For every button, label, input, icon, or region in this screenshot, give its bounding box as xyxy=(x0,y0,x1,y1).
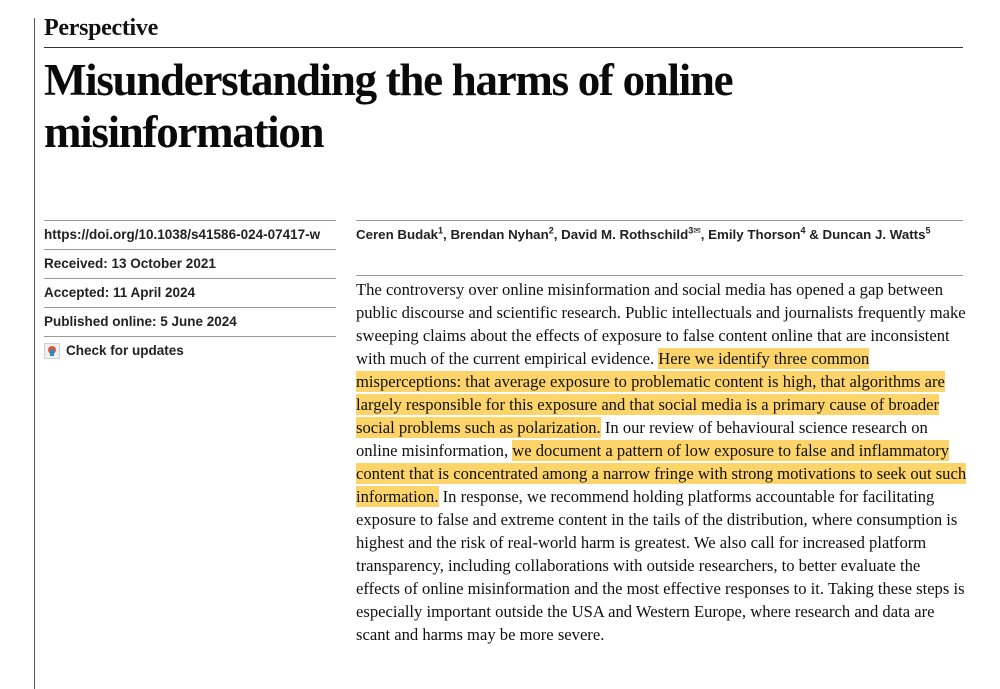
check-updates-label: Check for updates xyxy=(66,343,184,358)
affiliation-number: 5 xyxy=(925,225,931,236)
received-date: Received: 13 October 2021 xyxy=(44,249,336,278)
published-date: Published online: 5 June 2024 xyxy=(44,307,336,337)
abstract-highlight: we document a pattern of low exposure to false and inflammatory content that is concentrated among a narrow fringe with strong motivations to seek out such information. xyxy=(356,441,967,506)
author-name[interactable]: Brendan Nyhan xyxy=(450,227,549,242)
section-label: Perspective xyxy=(44,15,158,41)
left-margin-rule xyxy=(34,18,35,689)
author-name[interactable]: Emily Thorson xyxy=(708,227,801,242)
abstract-text: In our review of behavioural science research on online misinformation, xyxy=(356,418,928,460)
author-separator: & xyxy=(805,227,823,242)
check-updates-icon xyxy=(44,343,60,359)
author-separator: , xyxy=(700,227,709,242)
author-separator: , xyxy=(553,227,562,242)
accepted-date: Accepted: 11 April 2024 xyxy=(44,278,336,307)
abstract-text: The controversy over online misinformation and social media has opened a gap between public discourse and scientific research. Public intellectuals and journalists frequently make sweeping claims about the effects of exposure to false content online that are inconsistent with much of the current empirical evidence. xyxy=(356,280,966,368)
doi-link[interactable]: https://doi.org/10.1038/s41586-024-07417-w xyxy=(44,220,336,249)
corresponding-author-envelope-icon[interactable]: ✉ xyxy=(693,225,701,236)
author-name[interactable]: Duncan J. Watts xyxy=(822,227,926,242)
abstract-highlight: Here we identify three common misperceptions: that average exposure to problematic content is high, that algorithms are largely responsible for this exposure and that social media is a primary cause of broader social problems such as polarization. xyxy=(356,349,945,437)
author-separator: , xyxy=(443,227,451,242)
article-title: Misunderstanding the harms of online misinformation xyxy=(44,55,733,157)
affiliation-number: 2 xyxy=(548,225,554,236)
author-list xyxy=(356,221,963,242)
affiliation-number: 3 xyxy=(688,225,694,236)
abstract xyxy=(356,278,968,646)
check-for-updates-button[interactable] xyxy=(44,337,336,365)
affiliation-number: 1 xyxy=(438,225,444,236)
article-metadata xyxy=(44,220,336,365)
author-name[interactable]: Ceren Budak xyxy=(356,227,439,242)
affiliation-number: 4 xyxy=(800,225,806,236)
authors-block xyxy=(356,220,963,276)
abstract-text: In response, we recommend holding platforms accountable for facilitating exposure to false and extreme content in the tails of the distribution, where consumption is highest and the risk of real-world harm is greatest. We also call for increased platform transparency, including collaborations with outside researchers, to better evaluate the effects of online misinformation and the most effective responses to it. Taking these steps is especially important outside the USA and Western Europe, where research and data are scant and harms may be more severe. xyxy=(356,487,965,644)
header-divider xyxy=(44,47,963,48)
author-name[interactable]: David M. Rothschild xyxy=(561,227,689,242)
